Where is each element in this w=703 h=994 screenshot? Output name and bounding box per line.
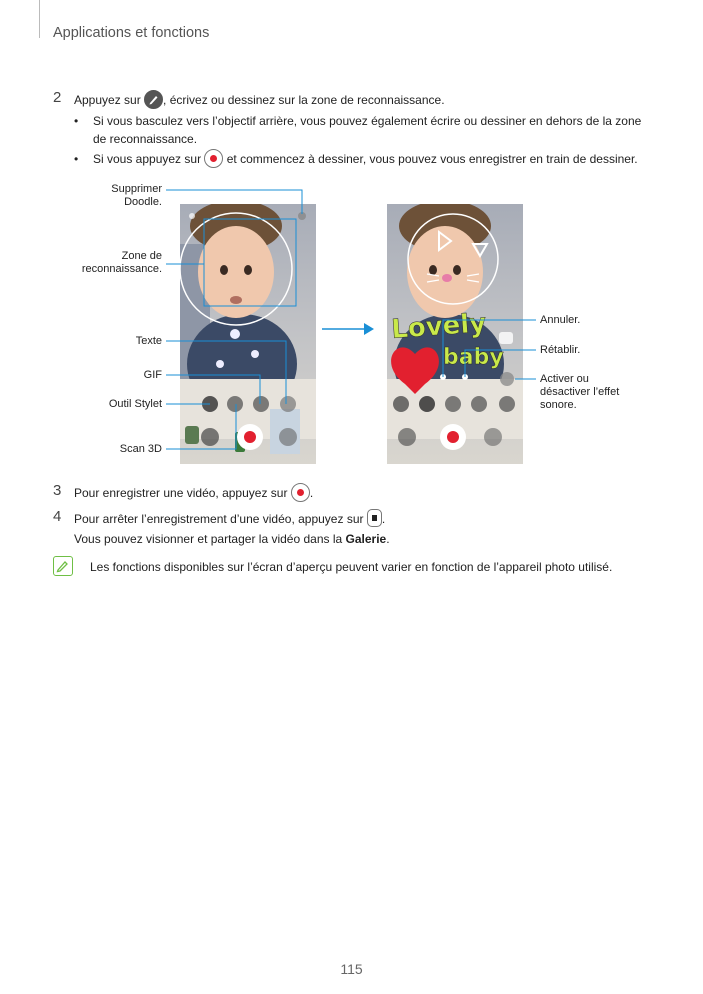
step-number: 2: [53, 89, 62, 106]
note-icon: [53, 556, 73, 576]
callout-texte: Texte: [135, 335, 162, 347]
page-number: 115: [340, 961, 363, 977]
callout-zone-reconnaissance: [60, 250, 162, 276]
step-text-end: , écrivez ou dessinez sur la zone de reconnaissance.: [163, 93, 445, 107]
callout-outil-stylet: Outil Stylet: [108, 398, 162, 410]
note-text: Les fonctions disponibles sur l’écran d’aperçu peuvent varier en fonction de l’appareil photo utilisé.: [90, 560, 613, 574]
callout-text: Activer ou: [540, 373, 589, 385]
bullet-mark: •: [74, 152, 79, 166]
callout-text: sonore.: [540, 399, 577, 411]
bullet-mark: •: [74, 114, 79, 128]
callout-text: Zone de: [121, 250, 162, 262]
bullet-text: Si vous appuyez sur: [93, 152, 202, 166]
callout-gif: GIF: [143, 369, 162, 381]
stop-icon: [367, 509, 382, 527]
drawing-word-2: baby: [443, 345, 504, 370]
bullet-text-2: de reconnaissance.: [93, 132, 198, 146]
callout-annuler: Annuler.: [540, 314, 581, 326]
page-header: Applications et fonctions: [53, 25, 210, 41]
step-text-end: .: [309, 486, 314, 500]
callout-supprimer-doodle: [60, 183, 162, 209]
record-icon: [291, 483, 310, 502]
callout-text: désactiver l’effet: [540, 386, 620, 398]
bullet-text-1: Si vous basculez vers l’objectif arrière, vous pouvez également écrire ou dessiner en dehors de la zone: [93, 114, 642, 128]
step-4-line-2: [74, 531, 390, 547]
callout-effet-sonore: [540, 373, 660, 412]
step-text: Pour arrêter l’enregistrement d’une vidéo, appuyez sur: [74, 512, 364, 526]
step-number: 3: [53, 482, 62, 499]
drawing-word-1: Lovely: [390, 308, 488, 345]
step-text: Pour enregistrer une vidéo, appuyez sur: [74, 486, 288, 500]
step-text-end: .: [386, 532, 390, 546]
callout-retablir: Rétablir.: [540, 344, 581, 356]
step-text-end: .: [381, 512, 386, 526]
step-text: Appuyez sur: [74, 93, 141, 107]
galerie-label: Galerie: [345, 532, 387, 546]
step-number: 4: [53, 508, 62, 525]
callout-text: Doodle.: [124, 196, 162, 208]
callout-text: reconnaissance.: [81, 263, 162, 275]
step-text: Vous pouvez visionner et partager la vidéo dans la: [74, 532, 343, 546]
callout-scan-3d: Scan 3D: [119, 443, 162, 455]
callout-text: Supprimer: [111, 183, 162, 195]
bullet-text-end: et commencez à dessiner, vous pouvez vous enregistrer en train de dessiner.: [226, 152, 638, 166]
